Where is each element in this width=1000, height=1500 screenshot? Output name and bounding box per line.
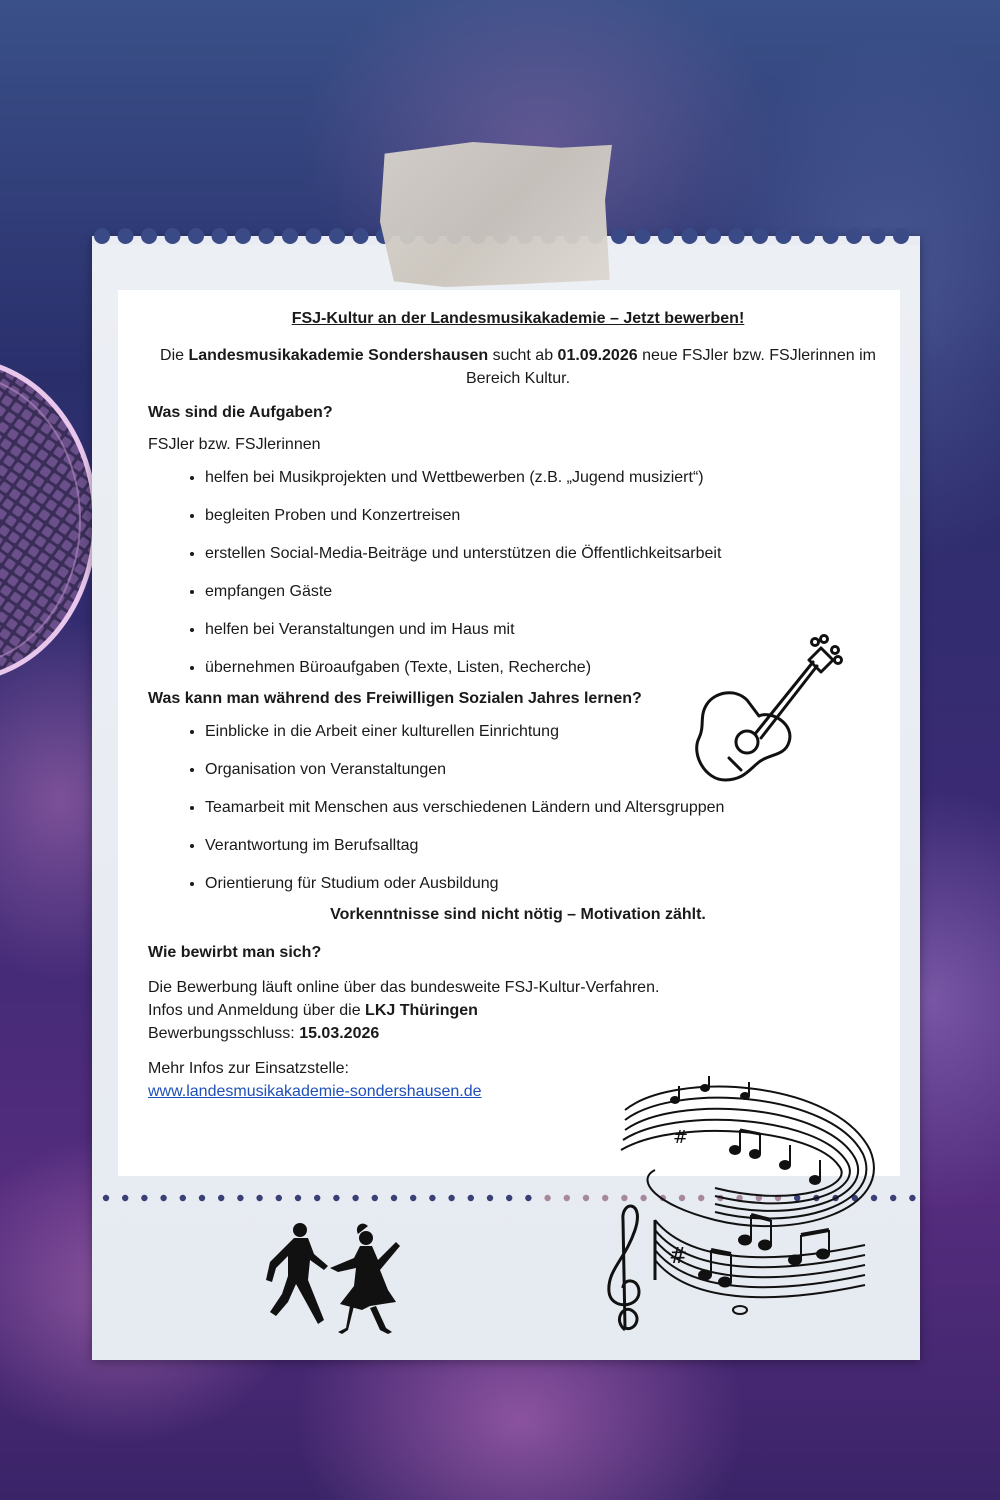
microphone-icon	[0, 355, 100, 685]
list-item: • erstellen Social-Media-Beiträge und unterstützen die Öffentlichkeitsarbeit	[205, 544, 888, 564]
perforation-dot	[468, 1195, 474, 1201]
perforation-dot	[448, 1195, 454, 1201]
intro-part2: sucht ab	[488, 347, 558, 364]
scallop-notch	[212, 228, 228, 244]
tasks-heading: Was sind die Aufgaben?	[148, 404, 333, 421]
perforation-dot	[199, 1195, 205, 1201]
svg-text:#: #	[673, 1127, 689, 1148]
perforation-dot	[218, 1195, 224, 1201]
list-item: • übernehmen Büroaufgaben (Texte, Listen, Recherche)	[205, 658, 888, 678]
motto: Vorkenntnisse sind nicht nötig – Motivation zählt.	[330, 906, 706, 923]
tape-icon	[380, 142, 612, 287]
perforation-dot	[890, 1195, 896, 1201]
perforation-dot	[256, 1195, 262, 1201]
perforation-dot	[410, 1195, 416, 1201]
perforation-dot	[525, 1195, 531, 1201]
scallop-notch	[611, 228, 627, 244]
learn-heading: Was kann man während des Freiwilligen Sozialen Jahres lernen?	[148, 690, 642, 707]
list-item: • Verantwortung im Berufsalltag	[205, 836, 888, 856]
perforation-dot	[276, 1195, 282, 1201]
perforation-dot	[544, 1195, 550, 1201]
list-item: • Orientierung für Studium oder Ausbildung	[205, 874, 888, 894]
deadline-date: 15.03.2026	[299, 1025, 380, 1042]
perforation-dot	[103, 1195, 109, 1201]
intro-part1: Die	[160, 347, 189, 364]
perforation-dot	[909, 1195, 915, 1201]
scallop-notch	[893, 228, 909, 244]
scallop-notch	[682, 228, 698, 244]
perforation-dot	[141, 1195, 147, 1201]
apply-details	[148, 976, 888, 1045]
apply-line2-prefix: Infos und Anmeldung über die	[148, 1002, 366, 1019]
music-notes-swirl-icon	[595, 1070, 885, 1345]
scallop-notch	[94, 228, 110, 244]
list-item: • begleiten Proben und Konzertreisen	[205, 506, 888, 526]
scallop-notch	[188, 228, 204, 244]
scallop-notch	[306, 228, 322, 244]
scallop-notch	[752, 228, 768, 244]
apply-line1: Die Bewerbung läuft online über das bundesweite FSJ-Kultur-Verfahren.	[148, 979, 660, 996]
deadline-label: Bewerbungsschluss:	[148, 1025, 300, 1042]
scallop-notch	[870, 228, 886, 244]
scallop-notch	[635, 228, 651, 244]
intro-org: Landesmusikakademie Sondershausen	[188, 347, 489, 364]
apply-line3	[148, 1022, 888, 1045]
scallop-notch	[259, 228, 275, 244]
apply-org: LKJ Thüringen	[365, 1002, 478, 1019]
scallop-notch	[658, 228, 674, 244]
scallop-notch	[353, 228, 369, 244]
list-item: • Teamarbeit mit Menschen aus verschiedenen Ländern und Altersgruppen	[205, 798, 888, 818]
perforation-dot	[333, 1195, 339, 1201]
scallop-notch	[776, 228, 792, 244]
list-item: • Einblicke in die Arbeit einer kulturellen Einrichtung	[205, 722, 888, 742]
page-title: FSJ-Kultur an der Landesmusikakademie – Jetzt bewerben!	[291, 310, 745, 327]
scallop-notch	[729, 228, 745, 244]
scallop-notch	[705, 228, 721, 244]
list-item: • helfen bei Veranstaltungen und im Haus mit	[205, 620, 888, 640]
scallop-notch	[329, 228, 345, 244]
perforation-dot	[160, 1195, 166, 1201]
perforation-dot	[487, 1195, 493, 1201]
tasks-subject: FSJler bzw. FSJlerinnen	[148, 436, 321, 453]
apply-heading: Wie bewirbt man sich?	[148, 944, 322, 961]
website-link[interactable]: www.landesmusikakademie-sondershausen.de	[148, 1083, 482, 1100]
perforation-dot	[295, 1195, 301, 1201]
scallop-notch	[846, 228, 862, 244]
list-item: • empfangen Gäste	[205, 582, 888, 602]
list-item: • helfen bei Musikprojekten und Wettbewerben (z.B. „Jugend musiziert“)	[205, 468, 888, 488]
scallop-notch	[799, 228, 815, 244]
perforation-dot	[583, 1195, 589, 1201]
scallop-notch	[141, 228, 157, 244]
intro-part3: neue FSJler bzw. FSJlerinnen im Bereich Kultur.	[465, 347, 876, 387]
perforation-dot	[237, 1195, 243, 1201]
scallop-notch	[165, 228, 181, 244]
intro-date: 01.09.2026	[557, 347, 638, 364]
more-info-label: Mehr Infos zur Einsatzstelle:	[148, 1060, 349, 1077]
scallop-notch	[235, 228, 251, 244]
list-item: • Organisation von Veranstaltungen	[205, 760, 888, 780]
scallop-notch	[118, 228, 134, 244]
perforation-dot	[372, 1195, 378, 1201]
perforation-dot	[180, 1195, 186, 1201]
svg-text:#: #	[669, 1244, 688, 1269]
dancing-couple-icon	[258, 1220, 418, 1340]
perforation-dot	[314, 1195, 320, 1201]
apply-line2	[148, 999, 888, 1022]
intro-text	[148, 344, 888, 390]
perforation-dot	[506, 1195, 512, 1201]
perforation-dot	[564, 1195, 570, 1201]
perforation-dot	[352, 1195, 358, 1201]
scallop-notch	[823, 228, 839, 244]
scallop-notch	[282, 228, 298, 244]
perforation-dot	[391, 1195, 397, 1201]
perforation-dot	[429, 1195, 435, 1201]
guitar-icon	[685, 630, 845, 790]
perforation-dot	[122, 1195, 128, 1201]
